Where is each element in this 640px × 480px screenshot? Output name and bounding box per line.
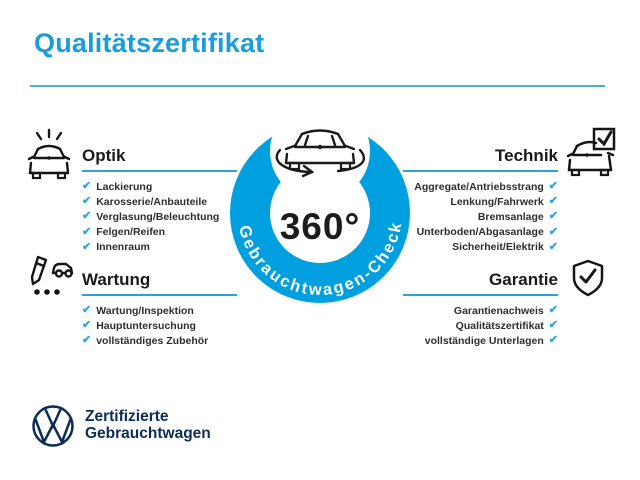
checklist-item-label: Hauptuntersuchung bbox=[96, 319, 196, 332]
check-icon: ✔ bbox=[548, 240, 558, 253]
degrees-label: 360° bbox=[279, 206, 361, 247]
service-tools-icon bbox=[26, 253, 74, 299]
shield-check-icon bbox=[571, 258, 605, 298]
checklist-optik bbox=[82, 179, 237, 255]
checklist-item-label: Aggregate/Antriebsstrang bbox=[414, 180, 544, 193]
check-icon: ✔ bbox=[548, 334, 558, 347]
checklist-item bbox=[403, 240, 558, 255]
check-icon: ✔ bbox=[82, 210, 92, 223]
check-icon: ✔ bbox=[548, 225, 558, 238]
section-technik-underline bbox=[403, 170, 558, 172]
section-garantie-title: Garantie bbox=[489, 270, 558, 289]
page-title: Qualitätszertifikat bbox=[34, 28, 265, 58]
checklist-item-label: Lenkung/Fahrwerk bbox=[450, 195, 544, 208]
checklist-item bbox=[82, 209, 237, 224]
section-garantie-underline bbox=[403, 294, 558, 296]
title-divider bbox=[30, 85, 605, 87]
checklist-item-label: Karosserie/Anbauteile bbox=[96, 195, 208, 208]
checklist-garantie bbox=[403, 303, 558, 349]
section-garantie bbox=[403, 270, 558, 349]
check-icon: ✔ bbox=[548, 180, 558, 193]
section-wartung-underline bbox=[82, 294, 237, 296]
section-optik-title: Optik bbox=[82, 146, 126, 165]
checklist-item bbox=[82, 303, 237, 318]
checklist-item bbox=[82, 194, 237, 209]
checklist-item bbox=[403, 318, 558, 333]
section-optik bbox=[82, 146, 237, 255]
footer-brand-text bbox=[85, 408, 211, 442]
sparkle-car-icon bbox=[25, 126, 73, 182]
checklist-item-label: Felgen/Reifen bbox=[96, 226, 166, 239]
checklist-item bbox=[403, 333, 558, 348]
section-technik bbox=[403, 146, 558, 255]
checklist-item-label: Garantienachweis bbox=[453, 304, 544, 317]
vw-logo-icon bbox=[31, 404, 75, 448]
checklist-item bbox=[82, 333, 237, 348]
car-checkbox-icon bbox=[565, 126, 617, 178]
checklist-item-label: Wartung/Inspektion bbox=[96, 304, 194, 317]
check-icon: ✔ bbox=[82, 180, 92, 193]
section-optik-underline bbox=[82, 170, 237, 172]
checklist-item-label: Sicherheit/Elektrik bbox=[452, 241, 544, 254]
section-wartung bbox=[82, 270, 237, 349]
checklist-item bbox=[403, 225, 558, 240]
checklist-item-label: vollständige Unterlagen bbox=[424, 334, 544, 347]
checklist-item bbox=[82, 179, 237, 194]
check-icon: ✔ bbox=[82, 195, 92, 208]
check-icon: ✔ bbox=[548, 319, 558, 332]
checklist-item-label: Innenraum bbox=[96, 241, 150, 254]
check-icon: ✔ bbox=[548, 210, 558, 223]
footer-line-1: Zertifizierte bbox=[85, 408, 169, 425]
checklist-item bbox=[82, 225, 237, 240]
check-icon: ✔ bbox=[548, 304, 558, 317]
check-icon: ✔ bbox=[82, 304, 92, 317]
section-technik-title: Technik bbox=[495, 146, 558, 165]
checklist-item bbox=[82, 318, 237, 333]
checklist-item bbox=[403, 194, 558, 209]
checklist-item bbox=[403, 303, 558, 318]
checklist-technik bbox=[403, 179, 558, 255]
check-icon: ✔ bbox=[82, 225, 92, 238]
ring-label: Gebrauchtwagen-Check bbox=[235, 221, 406, 300]
checklist-item-label: Qualitätszertifikat bbox=[455, 319, 544, 332]
check-icon: ✔ bbox=[82, 334, 92, 347]
checklist-item bbox=[403, 209, 558, 224]
checklist-item-label: Verglasung/Beleuchtung bbox=[96, 210, 220, 223]
ring-top-notch bbox=[270, 113, 370, 201]
checklist-item-label: Unterboden/Abgasanlage bbox=[416, 226, 544, 239]
checklist-item bbox=[82, 240, 237, 255]
checklist-item-label: vollständiges Zubehör bbox=[96, 334, 209, 347]
checklist-wartung bbox=[82, 303, 237, 349]
check-icon: ✔ bbox=[82, 319, 92, 332]
checklist-item-label: Bremsanlage bbox=[477, 210, 544, 223]
checklist-item bbox=[403, 179, 558, 194]
check-icon: ✔ bbox=[548, 195, 558, 208]
checklist-item-label: Lackierung bbox=[96, 180, 153, 193]
section-wartung-title: Wartung bbox=[82, 270, 151, 289]
footer-line-2: Gebrauchtwagen bbox=[85, 425, 211, 442]
check-icon: ✔ bbox=[82, 240, 92, 253]
